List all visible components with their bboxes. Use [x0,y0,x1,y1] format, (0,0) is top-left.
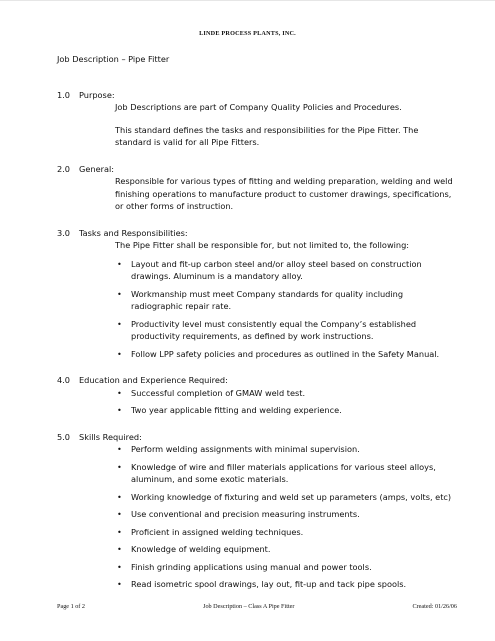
section-paragraph: Job Descriptions are part of Company Quality Policies and Procedures. [115,102,402,112]
section-2-0 [57,163,457,213]
bullet-text: Knowledge of wire and filler materials applications for various steel alloys, aluminum, and some exotic materials. [131,461,436,484]
section-5-0 [57,431,457,591]
bullet-item [117,404,457,417]
section-heading [57,163,457,176]
section-heading [57,227,457,240]
footer-created-date: Created: 01/26/06 [412,603,457,610]
bullet-icon: • [117,526,122,537]
bullet-icon: • [117,405,122,415]
bullet-text: Perform welding assignments with minimal supervision. [131,444,360,454]
bullet-icon: • [117,461,122,472]
bullet-item [117,288,457,313]
bullet-text: Layout and fit-up carbon steel and/or alloy steel based on construction drawings. Aluminum is a mandatory alloy. [131,258,422,281]
bullet-text: Read isometric spool drawings, lay out, fit-up and tack pipe spools. [131,579,407,589]
bullet-item [117,491,457,504]
bullet-item [117,318,457,343]
section-3-0 [57,227,457,361]
bullet-text: Successful completion of GMAW weld test. [131,387,306,398]
bullet-icon: • [117,509,122,519]
section-1-0 [57,89,457,149]
bullet-list [57,387,457,417]
section-number: 3.0 [57,227,71,238]
section-heading-text: Skills Required: [79,431,142,442]
bullet-item [117,387,457,400]
bullet-item [117,508,457,521]
section-paragraph: The Pipe Fitter shall be responsible for, but not limited to, the following: [115,240,410,250]
bullet-text: Two year applicable fitting and welding experience. [131,405,342,415]
section-heading [57,374,457,387]
bullet-icon: • [117,561,122,572]
document-body [57,53,457,605]
bullet-icon: • [117,444,122,454]
sections-container [57,89,457,591]
footer-page-number: Page 1 of 2 [57,603,86,610]
bullet-text: Knowledge of welding equipment. [131,544,271,554]
bullet-icon: • [117,288,122,299]
bullet-list [57,258,457,361]
bullet-item [117,461,457,486]
bullet-icon: • [117,491,122,502]
bullet-item [117,561,457,574]
bullet-icon: • [117,258,122,269]
bullet-text: Use conventional and precision measuring instruments. [131,509,360,519]
section-paragraph: Responsible for various types of fitting and welding preparation, welding and weld finishing operations to manufacture product to customer drawings, specifications, or other forms of instruction. [115,176,453,211]
bullet-text: Finish grinding applications using manual and power tools. [131,561,372,572]
section-heading-text: Tasks and Responsibilities: [79,227,188,238]
bullet-item [117,578,457,591]
section-number: 2.0 [57,163,71,174]
company-header: LINDE PROCESS PLANTS, INC. [199,30,296,37]
bullet-icon: • [117,544,122,554]
bullet-list [57,443,457,591]
section-heading-text: Education and Experience Required: [79,375,228,385]
section-heading [57,431,457,444]
bullet-text: Follow LPP safety policies and procedures as outlined in the Safety Manual. [131,348,440,359]
bullet-icon: • [117,387,122,398]
bullet-item [117,543,457,556]
document-title: Job Description – Pipe Fitter [57,54,170,64]
bullet-text: Working knowledge of fixturing and weld set up parameters (amps, volts, etc) [131,491,452,502]
section-heading-text: General: [79,163,115,174]
section-paragraph: This standard defines the tasks and responsibilities for the Pipe Fitter. The standard is valid for all Pipe Fitters. [115,124,419,147]
page-footer [57,603,457,610]
bullet-item [117,443,457,456]
bullet-text: Proficient in assigned welding techniques. [131,526,304,537]
bullet-text: Workmanship must meet Company standards for quality including radiographic repair rate. [131,288,404,311]
section-heading [57,89,457,102]
section-heading-text: Purpose: [79,89,115,100]
section-number: 5.0 [57,431,71,442]
bullet-text: Productivity level must consistently equal the Company’s established productivity requirements, as defined by work instructions. [131,318,417,341]
footer-doc-title: Job Description – Class A Pipe Fitter [203,603,295,610]
bullet-icon: • [117,348,122,359]
bullet-item [117,258,457,283]
bullet-item [117,348,457,361]
section-number: 4.0 [57,375,71,385]
section-4-0 [57,374,457,417]
bullet-icon: • [117,579,122,589]
bullet-item [117,526,457,539]
section-number: 1.0 [57,89,71,100]
bullet-icon: • [117,318,122,329]
